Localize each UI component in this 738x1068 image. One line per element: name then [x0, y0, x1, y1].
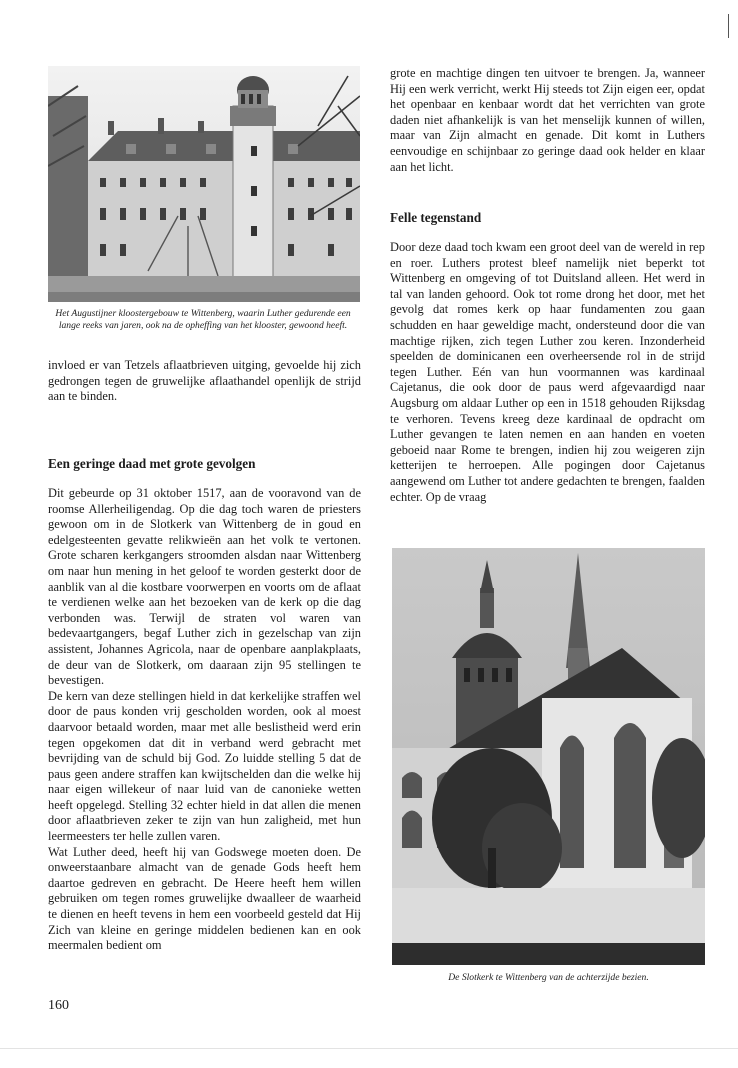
paragraph-stellingen: De kern van deze stellingen hield in dat kerkelijke straffen wel door de paus konden vrij gescholden worden, ook al moest daarvoor betaald worden, maar met alle beslistheid werd erin tegen opgekomen dat dit in verband werd gebracht met bevrijding van de schuld bij God. Zo luidde stelling 5 dat de paus geen andere straffen kan kwijtschelden dan die welke hij naar eigen willekeur of naar luid van de canonieke wetten heeft opgelegd. Stelling 32 echter hield in dat allen die menen door aflaatbrieven zeker te zijn van hun zaligheid, met hun leermeesters ter helle zullen varen.: [48, 688, 361, 844]
paragraph-31-oktober: Dit gebeurde op 31 oktober 1517, aan de vooravond van de roomse Allerheiligendag. Op die dag toch waren de priesters gewoon om in de Slotkerk van Wittenberg de in goud en edelgesteenten gevatte relikwieën aan het volk te vertonen. Grote scharen kerkgangers stroomden alsdan naar Wittenberg om naar hun mening in het geloof te worden gesterkt door de aanblik van al die kostbare voorwerpen en voorts om de aflaat te verdienen welke aan het bezoeken van de kerk op die dag verbonden was. Terwijl de straten vol waren van bedevaartgangers, begaf Luther zich in gezelschap van zijn assistent, Johannes Agricola, naar de openbare aanplakplaats, de deur van de Slotkerk, om daaraan zijn 95 stellingen te bevestigen.: [48, 486, 361, 688]
right-top-paragraph: grote en machtige dingen ten uitvoer te brengen. Ja, wanneer Hij een werk verricht, werkt Hij steeds tot Zijn eigen eer, opdat het openbaar en kenbaar wordt dat het verrichten van grote daden niet afhankelijk is van het menselijk kunnen of willen, maar van Zijn almacht en genade. Dit komt in Luthers eenvoudige en schijnbaar zo geringe daad ook helder en klaar aan het licht.: [390, 66, 705, 174]
section-heading-geringe-daad: Een geringe daad met grote gevolgen: [48, 456, 256, 471]
slotkerk-photo-caption: De Slotkerk te Wittenberg van de achterzijde bezien.: [448, 972, 649, 983]
section-heading-felle-tegenstand: Felle tegenstand: [390, 210, 482, 225]
paragraph-felle-tegenstand: Door deze daad toch kwam een groot deel van de wereld in rep en roer. Luthers protest bleef namelijk niet beperkt tot Wittenberg en omgeving of tot Duitsland alleen. Het werd in tal van landen gehoord. Ook tot rome drong het door, met het gevolg dat romes kerk op haar fundamenten zou gaan schudden en haar geweldige macht, ondersteund door die van machtige rijken, zich tegen Luther zou keren. Inzonderheid speelden de dominicanen een overheersende rol in de strijd tegen Luther. Eén van hun voormannen was kardinaal Cajetanus, die ook door de paus werd afgevaardigd naar Augsburg om aldaar Luther op een in 1518 gehouden Rijksdag te verhoren. Tevens kreeg deze kardinaal de opdracht om Luther gevangen te laten nemen en aan handen en voeten geboeid naar Rome te brengen, indien hij zou weigeren zijn ketterijen te herroepen. Alle pogingen door Cajetanus aangewend om Luther tot andere gedachten te brengen, faalden echter. Op de vraag: [390, 240, 705, 504]
augustijner-klooster-photo: [48, 66, 360, 302]
klooster-illustration: [48, 66, 360, 302]
klooster-photo-caption: Het Augustijner kloostergebouw te Wittenberg, waarin Luther gedurende een lange reeks van jaren, ook na de opheffing van het klooster, gewoond heeft.: [55, 308, 351, 331]
intro-paragraph: invloed er van Tetzels aflaatbrieven uitging, gevoelde hij zich gedrongen tegen de gruwelijke aflaathandel openlijk de strijd aan te binden.: [48, 358, 361, 404]
page-bottom-shadow: [0, 1048, 738, 1049]
slotkerk-illustration: [392, 548, 705, 965]
slotkerk-photo: [392, 548, 705, 965]
page-edge-line: [728, 14, 729, 38]
paragraph-godswege: Wat Luther deed, heeft hij van Godswege moeten doen. De onweerstaanbare almacht van de genade Gods heeft hem daartoe gedreven en gebracht. De Heere heeft hem willen gebruiken om tegen romes gruwelijke dwaalleer de waarheid te dienen en heeft tevens in hem een voorbeeld gesteld dat Hij Zich van kleine en geringe middelen bedienen kan en ook meermalen bedient om: [48, 844, 361, 953]
page-number: 160: [48, 998, 69, 1013]
